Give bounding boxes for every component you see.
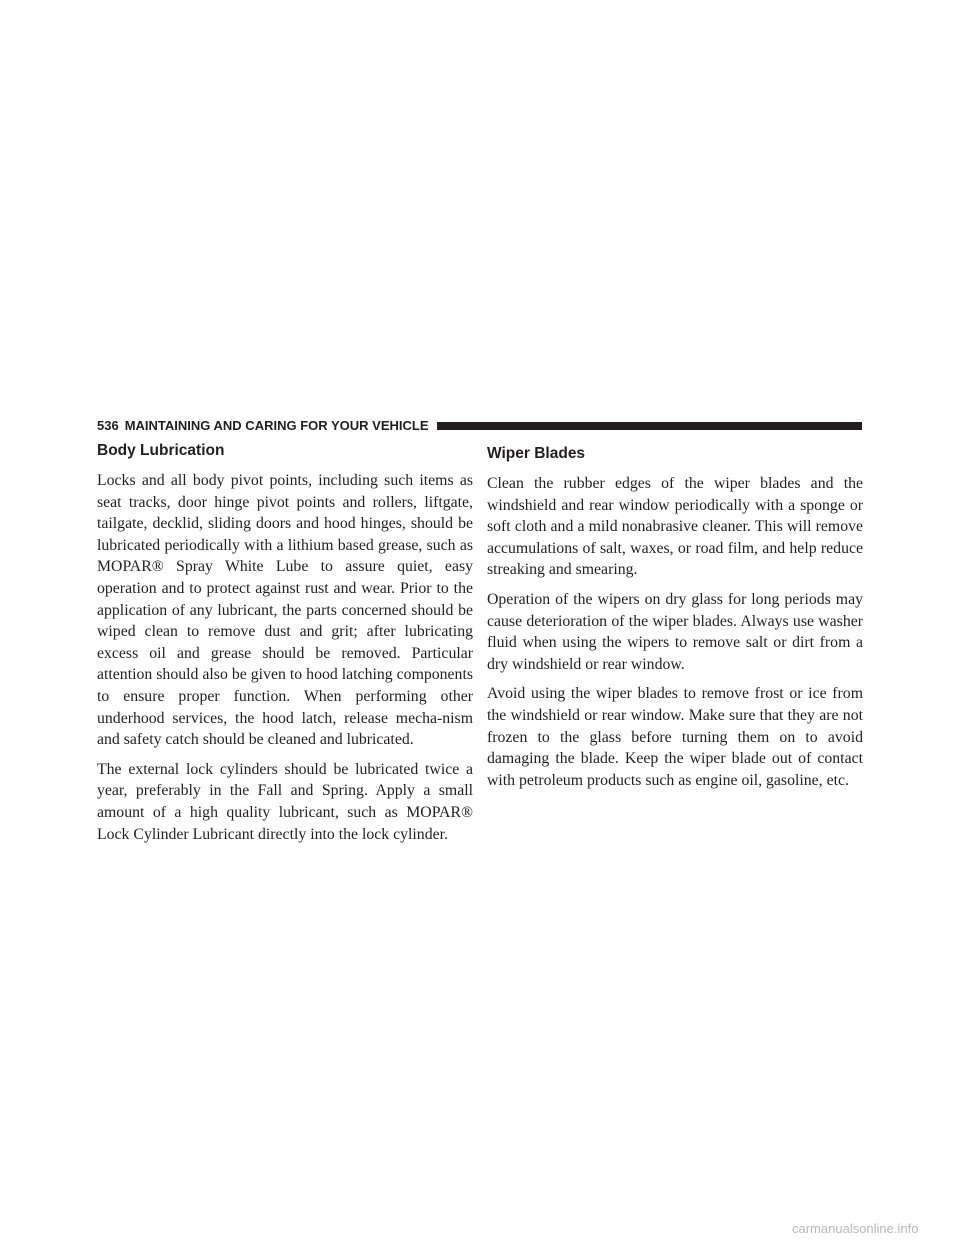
paragraph: Clean the rubber edges of the wiper blades and the windshield and rear window periodically with a sponge or soft cloth and a mild nonabrasive cleaner. This will remove accumulations of salt, waxes, or road film, and help reduce streaking and smearing. [487, 475, 863, 579]
paragraph: The external lock cylinders should be lubricated twice a year, preferably in the Fall and Spring. Apply a small amount of a high quality lubricant, such as MOPAR® Lock Cylinder Lubricant directly into the lock cylinder. [97, 760, 473, 843]
paragraph: Locks and all body pivot points, including such items as seat tracks, door hinge pivot points and rollers, liftgate, tailgate, decklid, sliding doors and hood hinges, should be lubricated periodically with a lithium based grease, such as MOPAR® Spray White Lube to assure quiet, easy operation and to protect against rust and wear. Prior to the application of any lubricant, the parts concerned should be wiped clean to remove dust and grit; after lubricating excess oil and grease should be removed. Particular attention should also be given to hood latching components to ensure proper function. When performing other underhood services, the hood latch, release mecha-nism and safety catch should be cleaned and lubricated. [97, 472, 473, 749]
section-title-body-lubrication: Body Lubrication [97, 442, 225, 459]
left-column [97, 440, 473, 853]
paragraph: Operation of the wipers on dry glass for long periods may cause deterioration of the wiper blades. Always use washer fluid when using the wipers to remove salt or dirt from a dry windshield or rear window. [487, 590, 863, 673]
header-rule [437, 422, 862, 430]
right-column [487, 440, 863, 799]
page-number: 536 [97, 418, 119, 433]
paragraph: Avoid using the wiper blades to remove frost or ice from the windshield or rear window. Make sure that they are not frozen to the glass before turning them on to avoid damaging the blade. Keep the wiper blade out of contact with petroleum products such as engine oil, gasoline, etc. [487, 685, 863, 789]
watermark: carmanualsonline.info [792, 1221, 919, 1236]
page-header [97, 418, 862, 434]
header-text [97, 418, 429, 434]
section-title-wiper-blades: Wiper Blades [487, 445, 586, 462]
section-name: MAINTAINING AND CARING FOR YOUR VEHICLE [124, 418, 429, 433]
